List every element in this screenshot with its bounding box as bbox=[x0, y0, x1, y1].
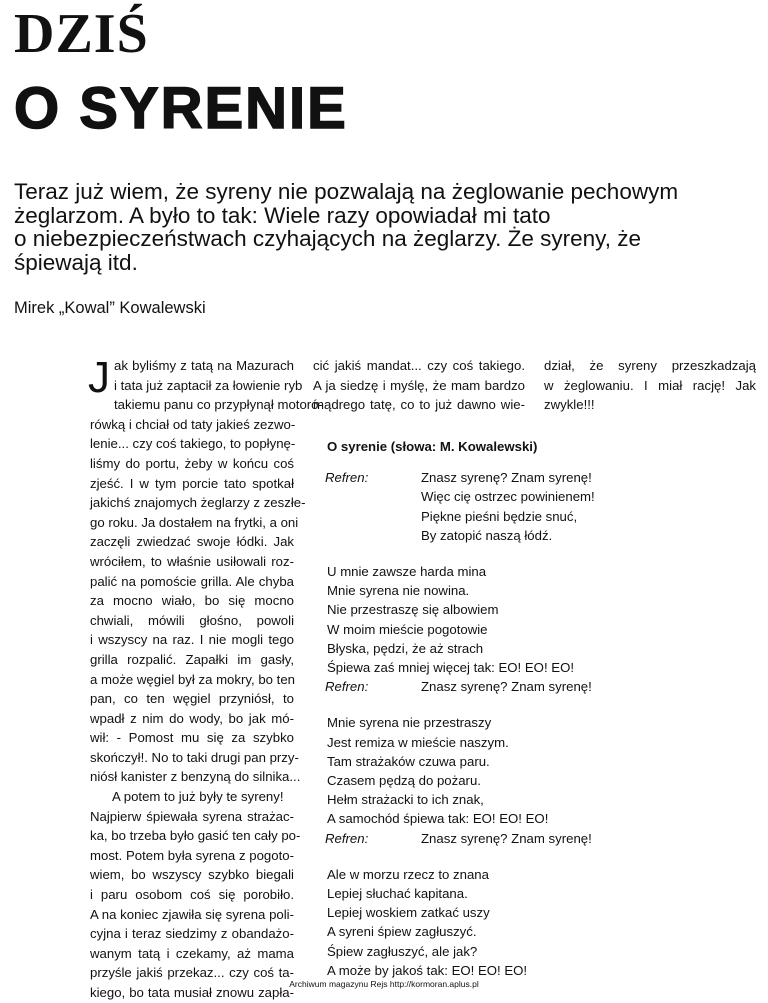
article-line: a może węgiel był za mokry, bo ten bbox=[90, 671, 295, 687]
article-line: wanym tatą i czekamy, aż mama bbox=[90, 945, 294, 961]
verse-line: Śpiewa zaś mniej więcej tak: EO! EO! EO! bbox=[327, 659, 574, 675]
verse-line: A samochód śpiewa tak: EO! EO! EO! bbox=[327, 811, 549, 827]
refrain-line: Piękne pieśni będzie snuć, bbox=[421, 508, 578, 524]
article-line: A ja siedzę i myślę, że mam bardzo bbox=[313, 377, 525, 393]
article-line: grilla rozpalić. Zapałki im gasły, bbox=[90, 651, 294, 667]
article-line: A na koniec zjawiła się syrena poli- bbox=[90, 906, 294, 922]
article-line: skończył!. No to taki drugi pan przy- bbox=[90, 749, 299, 765]
article-line: palić na pomoście grilla. Ale chyba bbox=[90, 573, 294, 589]
refrain-line: Więc cię ostrzec powinienem! bbox=[421, 489, 595, 505]
article-column-2 bbox=[313, 356, 525, 415]
verse-line: Hełm strażacki to ich znak, bbox=[327, 792, 484, 808]
title-line-1: DZIŚ bbox=[14, 3, 149, 65]
verse-line: Błyska, pędzi, że aż strach bbox=[327, 640, 484, 656]
article-line: zwykle!!! bbox=[544, 397, 595, 413]
article-line: go roku. Ja dostałem na frytki, a oni bbox=[90, 514, 299, 530]
lead-line: żeglarzom. A było to tak: Wiele razy opowiadał mi tato bbox=[14, 202, 551, 228]
article-line: chwiali, mówili głośno, powoli bbox=[90, 612, 294, 628]
verse-line: Mnie syrena nie przestraszy bbox=[327, 715, 492, 731]
article-line: jakichś znajomych żeglarzy z zeszłe- bbox=[90, 495, 306, 511]
verse-line: Lepiej słuchać kapitana. bbox=[327, 885, 468, 901]
verse-line: Nie przestraszę się albowiem bbox=[327, 602, 499, 618]
article-line: A potem to już były te syreny! bbox=[112, 789, 284, 805]
article-line: ka, bo trzeba było gasić ten cały po- bbox=[90, 828, 301, 844]
article-line: za mocno wiało, bo się mocno bbox=[90, 593, 294, 609]
lead-paragraph bbox=[14, 180, 754, 274]
verse-line: W moim mieście pogotowie bbox=[327, 621, 488, 637]
article-line: takiemu panu co przypłynął motoró- bbox=[114, 397, 323, 413]
article-column-3 bbox=[544, 356, 756, 415]
article-line: kiego, bo tata musiał znowu zapła- bbox=[90, 985, 294, 1000]
refrain-line: Znasz syrenę? Znam syrenę! bbox=[421, 470, 592, 486]
article-line: mądrego tatę, co to już dawno wie- bbox=[313, 397, 525, 413]
refrain-line: By zatopić naszą łódź. bbox=[421, 527, 553, 543]
archive-footer: Archiwum magazynu Rejs http://kormoran.aplus.pl bbox=[289, 979, 479, 989]
article-column-1 bbox=[88, 353, 323, 1003]
article-line: wił: - Pomost mu się za szybko bbox=[90, 730, 294, 746]
refrain-label: Refren: bbox=[325, 470, 369, 486]
article-line: niósł kanister z benzyną do silnika... bbox=[90, 769, 301, 785]
article-line: zaczęli zwiedzać swoje łódki. Jak bbox=[90, 534, 294, 550]
title-line-2: O SYRENIE bbox=[14, 76, 348, 141]
lead-line: śpiewają itd. bbox=[14, 249, 138, 275]
lead-line: Teraz już wiem, że syreny nie pozwalają na żeglowanie pechowym bbox=[14, 179, 679, 204]
article-line: przyśle jakiś przekaz... czy coś ta- bbox=[90, 965, 294, 981]
song-lyrics bbox=[327, 437, 747, 997]
article-line: cić jakiś mandat... czy coś takiego. bbox=[313, 358, 525, 373]
article-line: wpadł z nim do wody, bo jak mó- bbox=[90, 710, 294, 726]
refrain-line: Znasz syrenę? Znam syrenę! bbox=[421, 679, 592, 695]
verse-line: Mnie syrena nie nowina. bbox=[327, 583, 470, 599]
verse-line: U mnie zawsze harda mina bbox=[327, 563, 487, 579]
article-line: Najpierw śpiewała syrena strażac- bbox=[90, 808, 294, 824]
article-line: most. Potem była syrena z pogoto- bbox=[90, 847, 294, 863]
article-line: wiem, bo wszyscy szybko biegali bbox=[90, 867, 294, 883]
article-line: pan, co ten węgiel przyniósł, to bbox=[90, 691, 294, 707]
verse-line: Śpiew zagłuszyć, ale jak? bbox=[327, 943, 478, 959]
stanza-2 bbox=[327, 713, 747, 847]
author-byline: Mirek „Kowal” Kowalewski bbox=[14, 299, 206, 317]
verse-line: A może by jakoś tak: EO! EO! EO! bbox=[327, 962, 528, 978]
article-line: liśmy do portu, żeby w końcu coś bbox=[90, 455, 294, 471]
verse-line: Tam strażaków czuwa paru. bbox=[327, 753, 490, 769]
article-line: dział, że syreny przeszkadzają bbox=[544, 358, 756, 373]
article-line: rówką i chciał od taty jakieś zezwo- bbox=[90, 416, 296, 432]
song-title: O syrenie (słowa: M. Kowalewski) bbox=[327, 439, 538, 454]
refrain-label: Refren: bbox=[325, 830, 369, 846]
article-line: cyjna i teraz siedzimy z obandażo- bbox=[90, 926, 294, 942]
refrain-label: Refren: bbox=[325, 679, 369, 695]
drop-cap: J bbox=[88, 353, 110, 402]
article-line: i wszyscy na raz. I nie mogli tego bbox=[90, 632, 294, 648]
verse-line: Czasem pędzą do pożaru. bbox=[327, 772, 481, 788]
verse-line: Lepiej woskiem zatkać uszy bbox=[327, 905, 490, 921]
article-line: i paru osobom coś się porobiło. bbox=[90, 887, 294, 903]
verse-line: Ale w morzu rzecz to znana bbox=[327, 866, 489, 882]
article-line: lenie... czy coś takiego, to popłynę- bbox=[90, 436, 296, 452]
article-line: ak byliśmy z tatą na Mazurach bbox=[114, 358, 294, 373]
article-line: wróciłem, to właśnie usiłowali roz- bbox=[90, 553, 294, 569]
verse-line: A syreni śpiew zagłuszyć. bbox=[327, 924, 477, 940]
lead-line: o niebezpieczeństwach czyhających na żeglarzy. Że syreny, że bbox=[14, 226, 641, 251]
stanza-3 bbox=[327, 865, 747, 980]
article-line: i tata już zaptacił za łowienie ryb bbox=[114, 377, 303, 393]
refrain-block bbox=[327, 468, 747, 545]
stanza-1 bbox=[327, 562, 747, 696]
refrain-line: Znasz syrenę? Znam syrenę! bbox=[421, 830, 592, 846]
verse-line: Jest remiza w mieście naszym. bbox=[327, 734, 509, 750]
article-line: zjeść. I w tym porcie tato spotkał bbox=[90, 475, 294, 491]
article-line: w żeglowaniu. I miał rację! Jak bbox=[544, 377, 756, 393]
